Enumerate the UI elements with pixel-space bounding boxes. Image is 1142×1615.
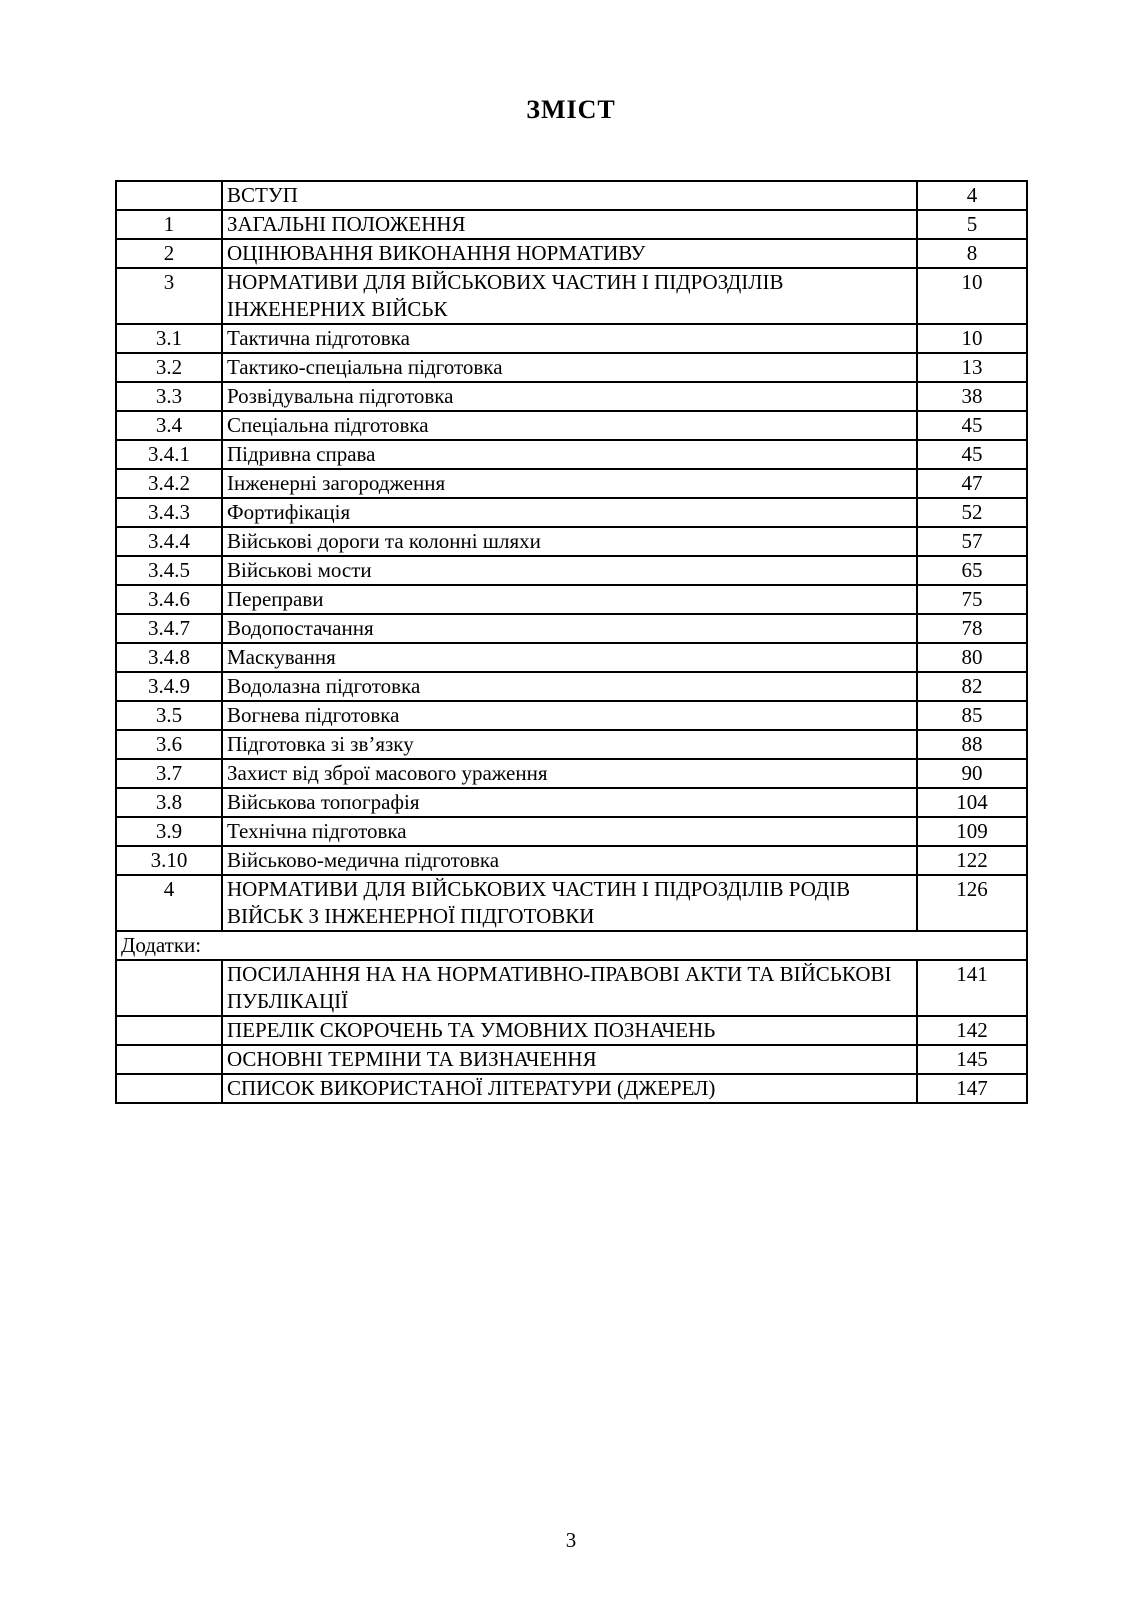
toc-page-cell: 10 [917,268,1027,324]
toc-title-cell: НОРМАТИВИ ДЛЯ ВІЙСЬКОВИХ ЧАСТИН І ПІДРОЗДІЛІВ РОДІВ ВІЙСЬК З ІНЖЕНЕРНОЇ ПІДГОТОВКИ [222,875,917,931]
toc-num-cell: 3.6 [116,730,222,759]
toc-row [116,730,1027,759]
toc-num-cell: 3.7 [116,759,222,788]
toc-row [116,556,1027,585]
toc-title-cell: Вогнева підготовка [222,701,917,730]
toc-row [116,788,1027,817]
toc-num-cell [116,1074,222,1103]
toc-title-cell: ВСТУП [222,181,917,210]
toc-num-cell [116,1016,222,1045]
toc-num-cell [116,1045,222,1074]
toc-title-cell: Спеціальна підготовка [222,411,917,440]
toc-page-cell: 45 [917,411,1027,440]
toc-page-cell: 104 [917,788,1027,817]
toc-title-cell: Тактико-спеціальна підготовка [222,353,917,382]
toc-row [116,411,1027,440]
toc-row [116,324,1027,353]
toc-page-cell: 52 [917,498,1027,527]
toc-section-label: Додатки: [116,931,1027,960]
toc-row [116,239,1027,268]
toc-title-cell: НОРМАТИВИ ДЛЯ ВІЙСЬКОВИХ ЧАСТИН І ПІДРОЗДІЛІВ ІНЖЕНЕРНИХ ВІЙСЬК [222,268,917,324]
toc-num-cell: 3.4.4 [116,527,222,556]
toc-num-cell: 2 [116,239,222,268]
toc-row [116,817,1027,846]
toc-title-cell: ПОСИЛАННЯ НА НА НОРМАТИВНО-ПРАВОВІ АКТИ ТА ВІЙСЬКОВІ ПУБЛІКАЦІЇ [222,960,917,1016]
toc-title-cell: Військово-медична підготовка [222,846,917,875]
toc-title-cell: Військові мости [222,556,917,585]
toc-row [116,469,1027,498]
toc-row [116,268,1027,324]
toc-row [116,960,1027,1016]
toc-page-cell: 88 [917,730,1027,759]
toc-title-cell: Технічна підготовка [222,817,917,846]
toc-num-cell: 3.4.5 [116,556,222,585]
toc-row [116,614,1027,643]
toc-num-cell: 3.9 [116,817,222,846]
toc-title-cell: ОСНОВНІ ТЕРМІНИ ТА ВИЗНАЧЕННЯ [222,1045,917,1074]
toc-page-cell: 10 [917,324,1027,353]
toc-page-cell: 80 [917,643,1027,672]
toc-page-cell: 13 [917,353,1027,382]
toc-page-cell: 122 [917,846,1027,875]
toc-row [116,875,1027,931]
toc-page-cell: 90 [917,759,1027,788]
toc-page-cell: 142 [917,1016,1027,1045]
toc-row [116,353,1027,382]
toc-row [116,440,1027,469]
toc-row [116,498,1027,527]
toc-title-cell: Водопостачання [222,614,917,643]
toc-page-cell: 85 [917,701,1027,730]
toc-body [116,181,1027,1103]
toc-num-cell: 3.5 [116,701,222,730]
toc-num-cell [116,960,222,1016]
toc-page-cell: 47 [917,469,1027,498]
toc-title-cell: Переправи [222,585,917,614]
toc-title-cell: Маскування [222,643,917,672]
toc-num-cell: 3.1 [116,324,222,353]
toc-title-cell: Розвідувальна підготовка [222,382,917,411]
toc-title-cell: Підривна справа [222,440,917,469]
toc-title-cell: СПИСОК ВИКОРИСТАНОЇ ЛІТЕРАТУРИ (ДЖЕРЕЛ) [222,1074,917,1103]
toc-page-cell: 45 [917,440,1027,469]
toc-num-cell [116,181,222,210]
toc-page-cell: 4 [917,181,1027,210]
toc-title-cell: ПЕРЕЛІК СКОРОЧЕНЬ ТА УМОВНИХ ПОЗНАЧЕНЬ [222,1016,917,1045]
toc-num-cell: 3.2 [116,353,222,382]
toc-num-cell: 3.8 [116,788,222,817]
toc-title-cell: Водолазна підготовка [222,672,917,701]
toc-title-cell: Фортифікація [222,498,917,527]
toc-title-cell: Тактична підготовка [222,324,917,353]
toc-row [116,181,1027,210]
toc-page-cell: 8 [917,239,1027,268]
toc-row [116,1016,1027,1045]
toc-page-cell: 78 [917,614,1027,643]
toc-page-cell: 141 [917,960,1027,1016]
toc-page-cell: 65 [917,556,1027,585]
toc-num-cell: 3.3 [116,382,222,411]
toc-row [116,643,1027,672]
toc-title-cell: Інженерні загородження [222,469,917,498]
toc-row [116,382,1027,411]
page-number: 3 [565,1528,577,1552]
toc-title-cell: ОЦІНЮВАННЯ ВИКОНАННЯ НОРМАТИВУ [222,239,917,268]
toc-page-cell: 75 [917,585,1027,614]
toc-num-cell: 3 [116,268,222,324]
toc-page-cell: 126 [917,875,1027,931]
toc-title-cell: ЗАГАЛЬНІ ПОЛОЖЕННЯ [222,210,917,239]
toc-page-cell: 82 [917,672,1027,701]
toc-row [116,931,1027,960]
toc-row [116,701,1027,730]
toc-num-cell: 4 [116,875,222,931]
toc-title-cell: Військова топографія [222,788,917,817]
toc-page-cell: 109 [917,817,1027,846]
toc-page-cell: 145 [917,1045,1027,1074]
toc-row [116,585,1027,614]
toc-num-cell: 3.4.7 [116,614,222,643]
toc-row [116,1045,1027,1074]
toc-num-cell: 1 [116,210,222,239]
toc-num-cell: 3.4 [116,411,222,440]
toc-row [116,1074,1027,1103]
toc-page-cell: 5 [917,210,1027,239]
toc-page-cell: 38 [917,382,1027,411]
toc-num-cell: 3.4.1 [116,440,222,469]
toc-num-cell: 3.4.8 [116,643,222,672]
toc-num-cell: 3.4.9 [116,672,222,701]
toc-num-cell: 3.4.3 [116,498,222,527]
toc-page-cell: 147 [917,1074,1027,1103]
toc-num-cell: 3.4.2 [116,469,222,498]
toc-row [116,527,1027,556]
toc-title-cell: Підготовка зі зв’язку [222,730,917,759]
toc-num-cell: 3.10 [116,846,222,875]
toc-page-cell: 57 [917,527,1027,556]
toc-title-cell: Військові дороги та колонні шляхи [222,527,917,556]
toc-row [116,210,1027,239]
toc-num-cell: 3.4.6 [116,585,222,614]
toc-table [115,180,1028,1104]
toc-title-cell: Захист від зброї масового ураження [222,759,917,788]
toc-row [116,759,1027,788]
page-title: ЗМІСТ [526,95,616,124]
toc-row [116,672,1027,701]
toc-row [116,846,1027,875]
